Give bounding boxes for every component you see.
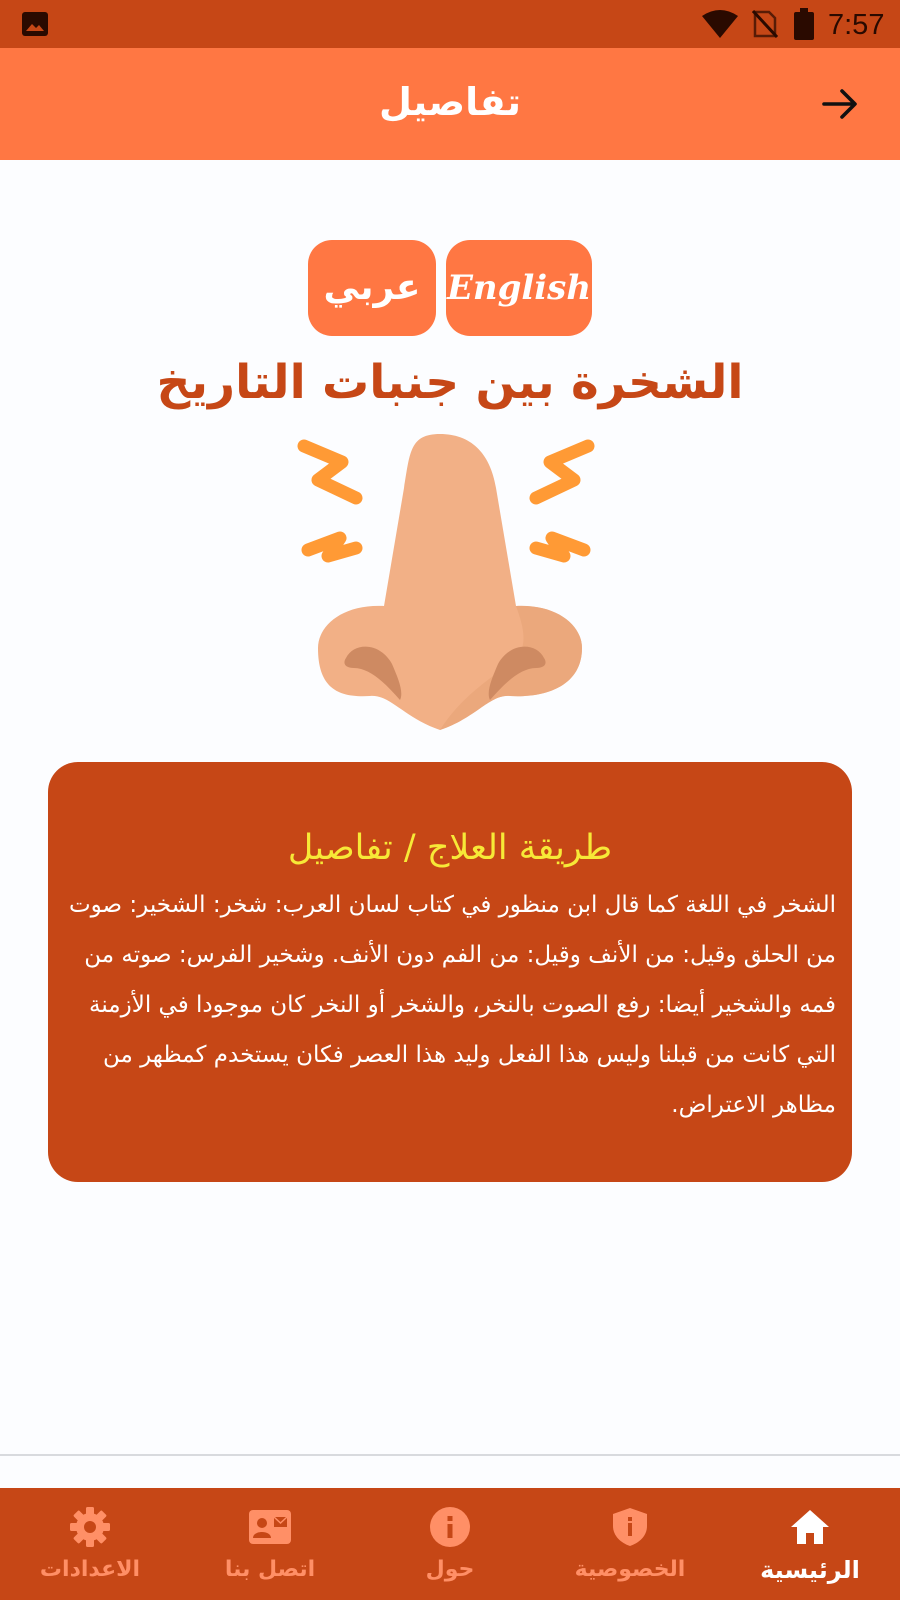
- nav-label: الاعدادات: [39, 1557, 141, 1582]
- nav-label: حول: [425, 1557, 475, 1582]
- shield-icon: [609, 1506, 651, 1548]
- card-body-text: الشخر في اللغة كما قال ابن منظور في كتاب لسان العرب: شخر: الشخير: صوت من الحلق وقيل: من الأنف وقيل: من الفم دون الأنف. وشخير الفرس: صوته من فمه والشخير أيضا: رفع الصوت بالنخر، والشخر أو النخر كان موجودا في الأزمنة التي كانت من قبلنا وليس هذا الفعل وليد هذا العصر فكان يستخدم كمظهر من مظاهر الاعتراض.: [69, 892, 836, 1118]
- app-bar: [0, 48, 900, 160]
- nose-illustration: [290, 428, 610, 738]
- arabic-language-button[interactable]: عربي: [308, 240, 436, 336]
- nav-label: الرئيسية: [760, 1556, 860, 1584]
- nav-item-contact[interactable]: [180, 1488, 360, 1600]
- status-bar: [0, 0, 900, 48]
- nav-item-privacy[interactable]: [540, 1488, 720, 1600]
- details-card: [48, 762, 852, 1182]
- back-arrow-icon[interactable]: [818, 82, 862, 126]
- card-title: طريقة العلاج / تفاصيل: [287, 828, 613, 868]
- nav-item-settings[interactable]: [0, 1488, 180, 1600]
- gear-icon: [69, 1506, 111, 1548]
- battery-icon: [794, 8, 814, 40]
- nav-item-home[interactable]: [720, 1488, 900, 1600]
- article-headline: الشخرة بين جنبات التاريخ: [156, 355, 744, 410]
- page-title: تفاصيل: [378, 80, 522, 124]
- wifi-icon: [702, 10, 738, 38]
- no-sim-icon: [752, 10, 778, 38]
- english-language-button[interactable]: English: [446, 240, 592, 336]
- divider: [0, 1454, 900, 1456]
- nav-item-about[interactable]: [360, 1488, 540, 1600]
- bottom-navigation: [0, 1488, 900, 1600]
- contact-card-icon: [249, 1506, 291, 1548]
- status-time: 7:57: [828, 9, 885, 41]
- home-icon: [789, 1506, 831, 1548]
- info-icon: [429, 1506, 471, 1548]
- gallery-notification-icon: [22, 12, 48, 36]
- nav-label: الخصوصية: [574, 1557, 686, 1582]
- nav-label: اتصل بنا: [224, 1557, 316, 1582]
